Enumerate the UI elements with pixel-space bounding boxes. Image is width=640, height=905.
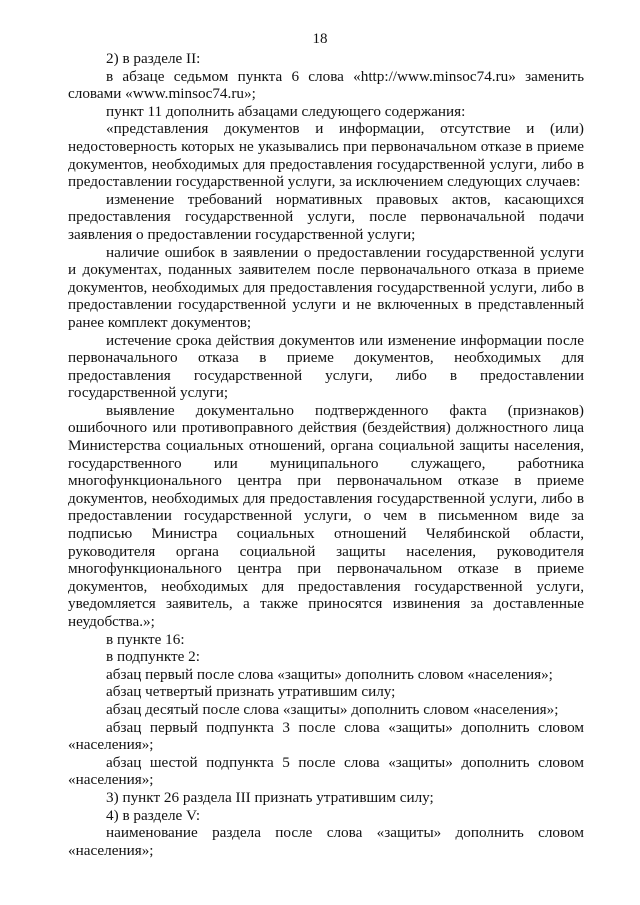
paragraph: наименование раздела после слова «защиты» дополнить словом «населения»; (68, 824, 584, 859)
page-number: 18 (312, 31, 328, 47)
paragraph: 3) пункт 26 раздела III признать утратившим силу; (106, 788, 434, 806)
paragraph: 2) в разделе II: (106, 50, 201, 67)
paragraph: абзац десятый после слова «защиты» дополнить словом «населения»; (106, 700, 559, 718)
paragraph: пункт 11 дополнить абзацами следующего содержания: (106, 102, 466, 120)
paragraph: в пункте 16: (106, 630, 185, 648)
paragraph: выявление документально подтвержденного факта (признаков) ошибочного или противоправного действия (бездействия) должностного лица Министерства социальных отношений, органа социальной защиты населения, государственного или муниципального служащего, работника многофункционального центра при первоначальном отказе в приеме документов, необходимых для предоставления государственной услуги, либо в предоставлении государственной услуги, о чем в письменном виде за подписью Министра социальных отношений Челябинской области, руководителя органа социальной защиты населения, руководителя многофункционального центра при первоначальном отказе в приеме документов, необходимых для предоставления государственной услуги, уведомляется заявитель, а также приносятся извинения за доставленные неудобства.»; (68, 401, 584, 630)
document-body (68, 50, 584, 859)
paragraph: «представления документов и информации, отсутствие и (или) недостоверность которых не указывались при первоначальном отказе в приеме документов, необходимых для предоставления государственной услуги, либо в предоставлении государственной услуги, за исключением следующих случаев: (68, 120, 584, 191)
paragraph: абзац первый после слова «защиты» дополнить словом «населения»; (106, 665, 553, 683)
paragraph: абзац шестой подпункта 5 после слова «защиты» дополнить словом «населения»; (68, 753, 584, 789)
paragraph: абзац первый подпункта 3 после слова «защиты» дополнить словом «населения»; (68, 718, 584, 754)
paragraph: истечение срока действия документов или изменение информации после первоначального отказа в приеме документов, необходимых для предоставления государственной услуги, либо в предоставлении государственной услуги; (68, 331, 584, 402)
paragraph: изменение требований нормативных правовых актов, касающихся предоставления государственной услуги, после первоначальной подачи заявления о предоставлении государственной услуги; (68, 190, 584, 243)
paragraph: 4) в разделе V: (106, 806, 201, 824)
paragraph: наличие ошибок в заявлении о предоставлении государственной услуги и документах, поданных заявителем после первоначального отказа в приеме документов, необходимых для предоставления государственной услуги, либо в предоставлении государственной услуги и не включенных в представленный ранее комплект документов; (68, 243, 584, 331)
paragraph: абзац четвертый признать утратившим силу; (106, 683, 396, 701)
paragraph: в подпункте 2: (106, 648, 200, 666)
paragraph: в абзаце седьмом пункта 6 слова «http://www.minsoc74.ru» заменить словами «www.minsoc74.ru»; (68, 67, 584, 103)
